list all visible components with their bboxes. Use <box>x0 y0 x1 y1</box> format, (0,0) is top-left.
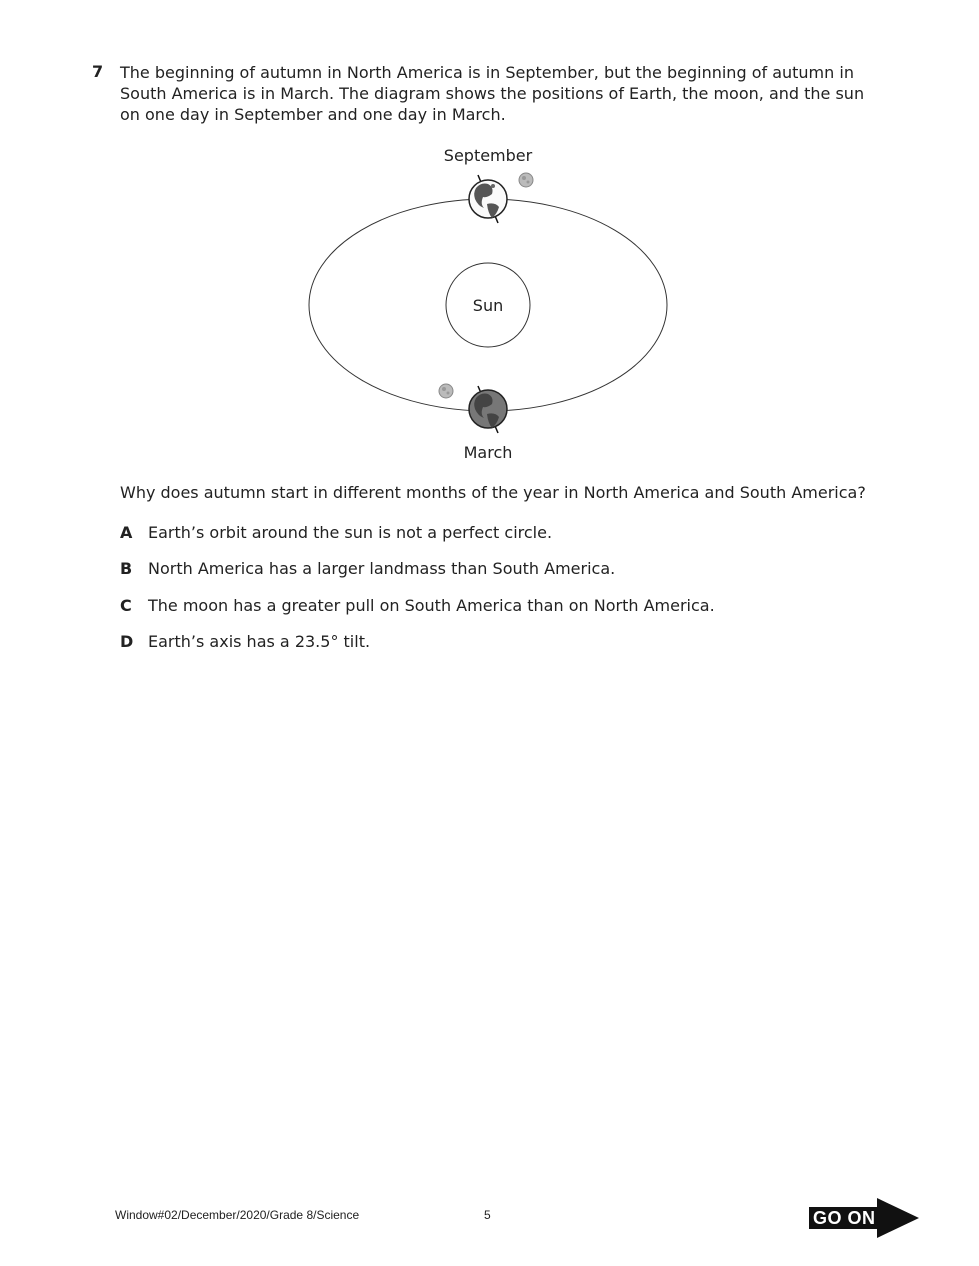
march-label: March <box>463 443 513 462</box>
page-number: 5 <box>484 1208 491 1222</box>
option-letter: D <box>120 632 134 651</box>
option-text: North America has a larger landmass than South America. <box>148 559 616 578</box>
footer-source: Window#02/December/2020/Grade 8/Science <box>115 1208 360 1222</box>
moon-march <box>439 384 453 398</box>
option-text: The moon has a greater pull on South America than on North America. <box>148 596 715 615</box>
option-b[interactable] <box>120 558 615 579</box>
orbit-diagram <box>0 0 979 470</box>
option-a[interactable] <box>120 522 552 543</box>
question-stem: The beginning of autumn in North America is in September, but the beginning of autumn in South America is in March. The diagram shows the positions of Earth, the moon, and the sun on one day in September and one day in March. <box>120 63 865 124</box>
earth-september <box>469 175 507 223</box>
option-text: Earth’s axis has a 23.5° tilt. <box>148 632 371 651</box>
option-letter: B <box>120 559 133 578</box>
earth-march <box>469 386 507 433</box>
sun-label: Sun <box>472 296 504 315</box>
go-on-indicator <box>809 1198 919 1238</box>
option-letter: A <box>120 523 133 542</box>
option-c[interactable] <box>120 595 715 616</box>
option-text: Earth’s orbit around the sun is not a perfect circle. <box>148 523 553 542</box>
question-number: 7 <box>92 62 104 81</box>
option-d[interactable] <box>120 631 370 652</box>
question-prompt: Why does autumn start in different months of the year in North America and South America? <box>120 483 866 502</box>
option-letter: C <box>120 596 132 615</box>
september-label: September <box>443 146 533 165</box>
moon-september <box>519 173 533 187</box>
go-on-label: GO ON <box>813 1208 876 1228</box>
